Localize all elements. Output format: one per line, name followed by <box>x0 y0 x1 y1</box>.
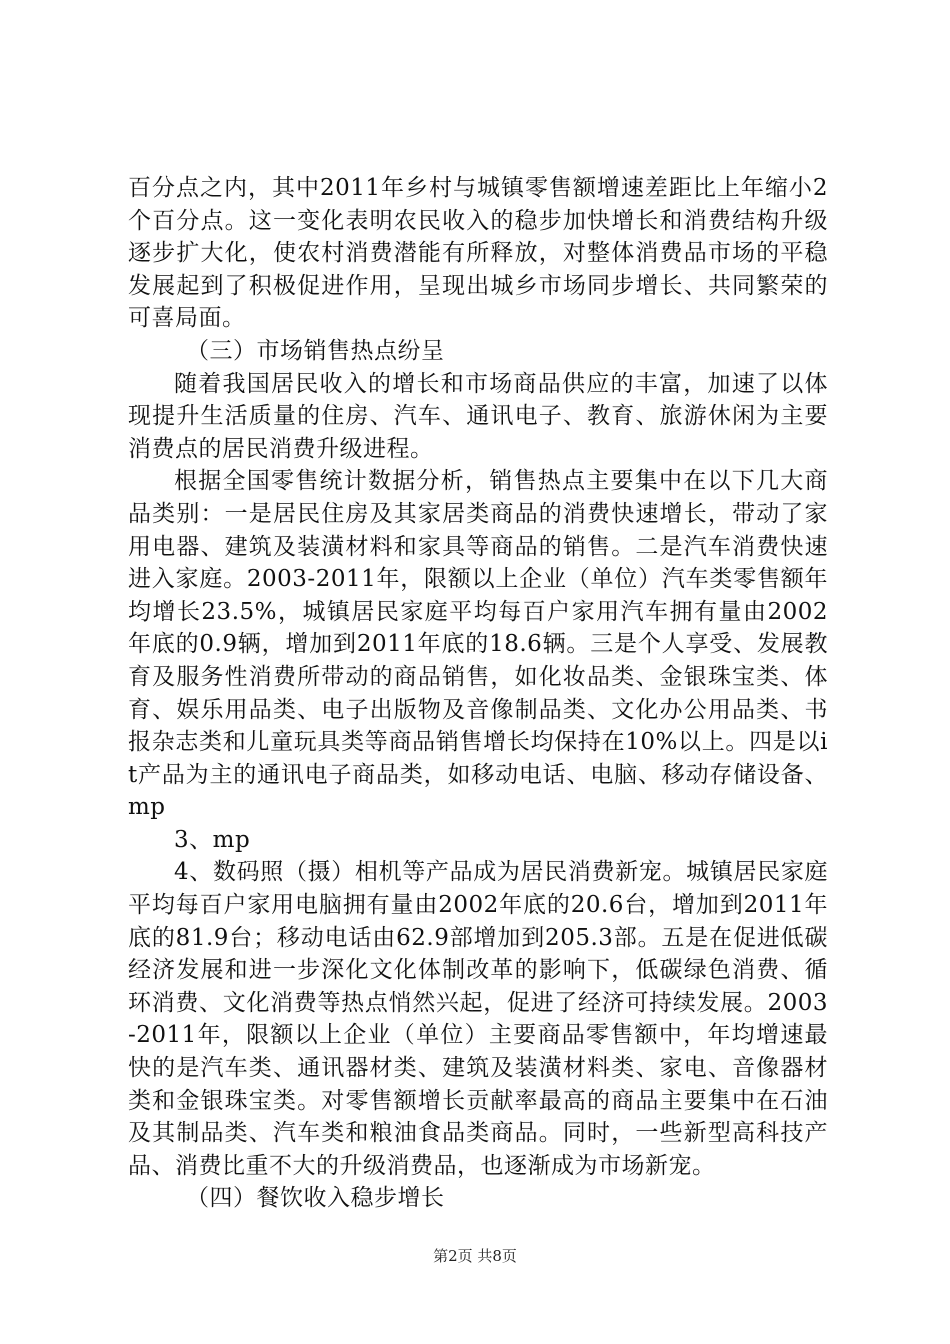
document-body <box>128 172 828 1215</box>
paragraph-mp3: 3、mp <box>174 826 251 853</box>
paragraph-continuation: 百分点之内，其中2011年乡村与城镇零售额增速差距比上年缩小2个百分点。这一变化表明农民收入的稳步加快增长和消费结构升级逐步扩大化，使农村消费潜能有所释放，对整体消费品市场的平稳发展起到了积极促进作用，呈现出城乡市场同步增长、共同繁荣的可喜局面。 <box>128 175 828 332</box>
page-footer: 第2页 共8页 <box>433 1247 517 1265</box>
section-heading-3: （三）市场销售热点纷呈 <box>186 337 445 364</box>
section-heading-4: （四）餐饮收入稳步增长 <box>186 1185 445 1212</box>
paragraph-sales-hotspots: 根据全国零售统计数据分析，销售热点主要集中在以下几大商品类别：一是居民住房及其家居类商品的消费快速增长，带动了家用电器、建筑及装潢材料和家具等商品的销售。二是汽车消费快速进入家庭。2003-2011年，限额以上企业（单位）汽车类零售额年均增长23.5%，城镇居民家庭平均每百户家用汽车拥有量由2002年底的0.9辆，增加到2011年底的18.6辆。三是个人享受、发展教育及服务性消费所带动的商品销售，如化妆品类、金银珠宝类、体育、娱乐用品类、电子出版物及音像制品类、文化办公用品类、书报杂志类和儿童玩具类等商品销售增长均保持在10%以上。四是以it产品为主的通讯电子商品类，如移动电话、电脑、移动存储设备、mp <box>128 468 828 821</box>
paragraph-digital-products: 4、数码照（摄）相机等产品成为居民消费新宠。城镇居民家庭平均每百户家用电脑拥有量由2002年底的20.6台，增加到2011年底的81.9台；移动电话由62.9部增加到205.3部。五是在促进低碳经济发展和进一步深化文化体制改革的影响下，低碳绿色消费、循环消费、文化消费等热点悄然兴起，促进了经济可持续发展。2003-2011年，限额以上企业（单位）主要商品零售额中，年均增速最快的是汽车类、通讯器材类、建筑及装潢材料类、家电、音像器材类和金银珠宝类。对零售额增长贡献率最高的商品主要集中在石油及其制品类、汽车类和粮油食品类商品。同时，一些新型高科技产品、消费比重不大的升级消费品，也逐渐成为市场新宠。 <box>128 859 828 1179</box>
paragraph-consumption-upgrade: 随着我国居民收入的增长和市场商品供应的丰富，加速了以体现提升生活质量的住房、汽车、通讯电子、教育、旅游休闲为主要消费点的居民消费升级进程。 <box>128 370 828 462</box>
